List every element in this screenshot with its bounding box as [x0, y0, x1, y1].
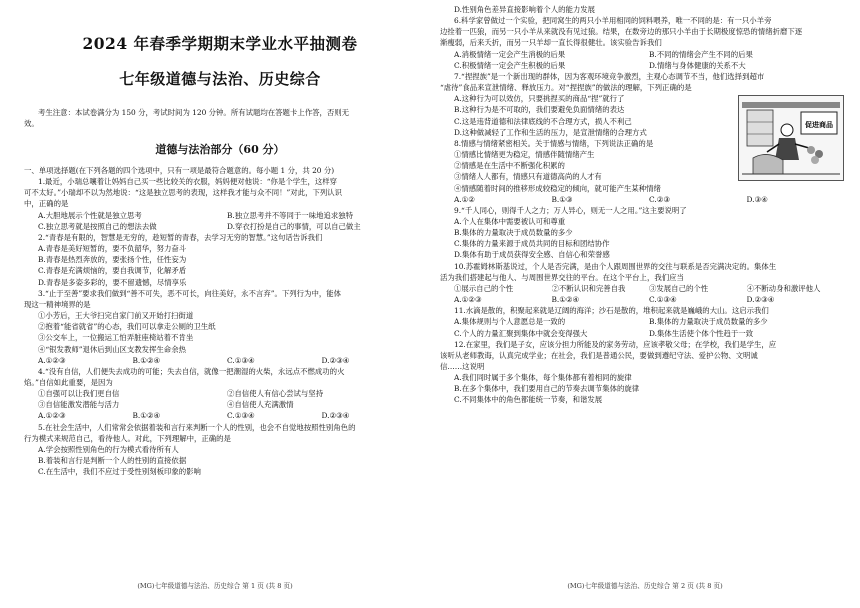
cartoon-illustration [738, 95, 844, 181]
cartoon-drawing [739, 96, 843, 180]
statement-item: ④不断动身和激评他人 [746, 283, 821, 293]
statement-item: ①展示自己的个性 [454, 283, 514, 293]
statement-item: ②不断认识和完善自我 [551, 283, 626, 293]
option-a[interactable]: A.①②③ [454, 295, 482, 305]
question-line: 中，正确的是 [24, 199, 69, 209]
section-instruction: 一、单项选择题(在下列各题的四个选项中，只有一项是最符合题意的。每小题 1 分，共 20 分) [24, 166, 335, 175]
notice-line: 效。 [24, 119, 39, 128]
option-c[interactable]: C.个人的力量汇聚到集体中就会变得强大 [454, 328, 588, 338]
option-b[interactable]: B.不同的情绪会产生不同的后果 [649, 49, 753, 59]
option-c[interactable]: C.这是违背道德和法律底线的不合理方式，损人不利己 [454, 116, 632, 126]
page-footer: (MG)七年级道德与法治、历史综合 第 1 页 (共 8 页) [137, 582, 293, 590]
question-line: 6.科学家曾做过一个实验，把同窝生的两只小羊用相同的饲料喂养，唯一不同的是：有一只小羊旁 [454, 16, 772, 26]
statement-item: ①情感比情绪更为稳定，情感伴随情绪产生 [454, 150, 595, 160]
option-a[interactable]: A.①② [454, 194, 475, 204]
option-d[interactable]: D.②③④ [746, 295, 775, 305]
exam-page-2 [430, 0, 860, 608]
statement-item: ②情感是在生活中不断强化积累的 [454, 161, 565, 171]
question-line: 渐瘦弱，后来夭折，而另一只羊却一直长得很健壮。该实验告诉我们 [440, 38, 662, 48]
option-b[interactable]: B.集体的力量取决于成员数量的多少 [454, 228, 573, 238]
statement-row [24, 399, 416, 410]
option-c[interactable]: C.在生活中，我们不应过于受性别刻板印象的影响 [38, 467, 201, 477]
question-5 [24, 422, 416, 478]
option-b[interactable]: B.着装和言行是判断一个人的性别的直接依据 [38, 456, 187, 466]
option-d[interactable]: D.青春是多姿多彩的，要不留遗憾，尽情享乐 [38, 277, 187, 287]
option-b[interactable]: B.集体的力量取决于成员数量的多少 [649, 317, 768, 327]
statement-item: ④情感随着时间的推移形成较稳定的倾向，就可能产生某种情绪 [454, 183, 661, 193]
question-line: 焰。”自信如此重要，是因为 [24, 377, 113, 387]
question-line: 活为我们搭建起与他人、与周围世界交往的平台。在这个平台上，我们应当 [440, 272, 684, 282]
question-line: 9.“千人同心，则得千人之力；万人异心，则无一人之用。”这主要说明了 [454, 205, 687, 215]
question-line: 2.“青春是有限的，智慧是无穷的，趁短暂的青春，去学习无穷的智慧。”这句话告诉我们 [38, 232, 323, 242]
question-line: “虐待”食品来宣泄情绪、释放压力。对“捏捏族”的做法的理解，下列正确的是 [440, 83, 692, 93]
option-row [440, 49, 844, 60]
option-row [440, 60, 844, 71]
option-a[interactable]: A.集体规则与个人意愿总是一致的 [454, 317, 566, 327]
option-b[interactable]: B.青春是热烈奔放的，要张扬个性，任性妄为 [38, 255, 187, 265]
option-row [440, 294, 844, 305]
option-c[interactable]: C.①③④ [649, 295, 677, 305]
question-4 [24, 366, 416, 422]
question-3 [24, 288, 416, 366]
option-d[interactable]: D.集体有助于成员获得安全感、自信心和荣誉感 [454, 250, 610, 260]
option-row [24, 410, 416, 421]
exam-notice [24, 107, 416, 129]
statement-item: ③自信能激发潜能与活力 [38, 400, 120, 410]
option-a[interactable]: A.青春是美好短暂的，要不负韶华，努力奋斗 [38, 244, 187, 254]
statement-item: ①自强可以让我们更自信 [38, 389, 120, 399]
statement-item: ①小芳后，王大爷扫完自家门前又开始打扫街道 [38, 311, 194, 321]
question-7 [440, 71, 844, 171]
question-2 [24, 232, 416, 288]
questions-right [440, 4, 844, 406]
question-1 [24, 176, 416, 232]
statement-item: ②抱着“能省就省”的心态，我们可以拿走公厕的卫生纸 [38, 322, 216, 332]
question-line: 12.在家里，我们是子女，应该分担力所能及的家务劳动，应该孝敬父母；在学校，我们是学生，应 [454, 339, 777, 349]
statement-item: ④自信使人充满激情 [227, 400, 294, 410]
option-a[interactable]: A.我们同时属于多个集体，每个集体都有着相同的旋律 [454, 373, 632, 383]
question-line: 该听从老师教诲，认真完成学业；在社会，我们是普通公民，要做到遵纪守法、爱护公物、文明诚 [440, 350, 758, 360]
statement-row [24, 388, 416, 399]
option-c[interactable]: C.集体的力量来源于成员共同的目标和团结协作 [454, 239, 610, 249]
option-row [440, 194, 844, 205]
question-8-stem: 8.情感与情绪紧密相关。关于情感与情绪，下列说法正确的是 [454, 138, 654, 148]
option-row [440, 328, 844, 339]
option-c[interactable]: C.①③④ [227, 411, 255, 421]
page-footer: (MG)七年级道德与法治、历史综合 第 2 页 (共 8 页) [567, 582, 723, 590]
option-row [24, 210, 416, 221]
question-line: 行为模式来规范自己，看待他人。对此，下列理解中，正确的是 [24, 433, 231, 443]
question-line: 5.在社会生活中，人们常常会依据着装和言行来判断一个人的性别，也会不自觉地按照性别角色的 [38, 422, 356, 432]
option-b[interactable]: B.独立思考并不等同于一味地追求独特 [227, 210, 354, 220]
option-a[interactable]: A.学会按照性别角色的行为模式看待所有人 [38, 444, 179, 454]
option-row [24, 355, 416, 366]
statement-row [440, 283, 844, 294]
option-b[interactable]: B.①②④ [132, 411, 161, 421]
option-b[interactable]: B.①②④ [132, 355, 161, 365]
cartoon-sign-text: 促进商品 [805, 121, 833, 130]
option-d[interactable]: D.③④ [746, 194, 768, 204]
question-line: 边拴着一匹狼，而另一只小羊从来就没有见过狼。结果，在数旁边的那只小羊由于长期极度惊恐的情绪折磨下逐 [440, 27, 803, 37]
option-row [440, 316, 844, 327]
option-c[interactable]: C.②③ [649, 194, 670, 204]
option-c[interactable]: C.①③④ [227, 355, 255, 365]
question-line: 4.“没有自信，人们便失去成功的可能；失去自信，就像一把潮湿的火柴，永远点不燃成功的火 [38, 366, 345, 376]
question-line: 1.最近，小瑞总嚷着让妈妈自己买一些比较关的衣服，妈妈便对他说：“你是个学生，这样穿 [38, 177, 338, 187]
option-a[interactable]: A.消极情绪一定会产生消极的后果 [454, 49, 566, 59]
question-line: 可不太好。”小瑞却不以为然地说：“这是独立思考的表现，这样我才能与众不同！”对此，下列认识 [24, 188, 343, 198]
question-11 [440, 305, 844, 338]
option-a[interactable]: A.①②③ [38, 355, 66, 365]
section-title: 道德与法治部分（60 分） [155, 143, 285, 156]
statement-item: ③情绪人人都有，情感只有道德高尚的人才有 [454, 172, 602, 182]
option-d[interactable]: D.②③④ [321, 411, 350, 421]
notice-line: 考生注意：本试卷满分为 150 分，考试时间为 120 分钟。所有试题均在答题卡上作答，否则无 [38, 108, 350, 117]
question-line: 10.苏霍姆林斯基说过，个人是否完满，是由个人跟周围世界的交往与联系是否完满决定的。集体生 [454, 261, 777, 271]
option-row [24, 221, 416, 232]
option-a[interactable]: A.大胆地展示个性就是独立思考 [38, 210, 142, 220]
exam-title: 2024 年春季学期期末学业水平抽测卷 [82, 34, 358, 53]
statement-item: ③公交车上，一位搬运工怕弄脏座椅站着不肯坐 [38, 333, 194, 343]
option-d[interactable]: D.性别角色差异直接影响着个人的能力发展 [454, 5, 596, 14]
question-10 [440, 261, 844, 306]
question-line: 现这一精神境界的是 [24, 299, 91, 309]
option-c[interactable]: C.不同集体中的角色都能统一节奏，和谐发展 [454, 395, 603, 405]
option-b[interactable]: B.这种行为是不可取的，我们要避免负面情绪的表达 [454, 105, 625, 115]
option-a[interactable]: A.个人在集体中需要被认可和尊重 [454, 216, 566, 226]
exam-subtitle: 七年级道德与法治、历史综合 [119, 70, 321, 88]
option-d[interactable]: D.这种做减轻了工作和生活的压力，是宣泄情绪的合理方式 [454, 127, 647, 137]
statement-item: ④“银发教师”退休后到山区支教发挥生命余热 [38, 344, 186, 354]
question-9 [440, 205, 844, 261]
option-d[interactable]: D.②③④ [321, 355, 350, 365]
option-b[interactable]: B.①③ [551, 194, 573, 204]
option-a[interactable]: A.这种行为可以效仿，只要挑捏买的商品“捏”就行了 [454, 94, 625, 104]
option-b[interactable]: B.①②④ [551, 295, 580, 305]
option-d[interactable]: D.情绪与身体健康的关系不大 [649, 60, 746, 70]
option-c[interactable]: C.独立思考就是按照自己的想法去做 [38, 221, 157, 231]
option-b[interactable]: B.在多个集体中，我们要用自己的节奏去调节集体的旋律 [454, 384, 640, 394]
question-line: 11.水滴是散的，积聚起来就是辽阔的海洋；沙石是散的，堆积起来就是巍峨的大山。这启示我们 [454, 306, 769, 316]
option-c[interactable]: C.积极情绪一定会产生积极的后果 [454, 60, 566, 70]
statement-item: ②自信使人有信心尝试与坚持 [227, 389, 324, 399]
questions-left [24, 165, 416, 477]
question-line: 信……这说明 [440, 362, 485, 371]
question-line: 3.“止于至善”要求我们做到“善不可失，恶不可长，向往美好，永不言弃”。下列行为中，能体 [38, 288, 342, 298]
question-6 [440, 15, 844, 71]
question-12 [440, 339, 844, 406]
option-a[interactable]: A.①②③ [38, 411, 66, 421]
option-d[interactable]: D.集体生活使个体个性趋于一致 [649, 328, 754, 338]
statement-item: ③发展自己的个性 [649, 283, 709, 293]
option-d[interactable]: D.穿衣打扮是自己的事情，可以自己做主 [227, 221, 361, 231]
question-line: 7.“捏捏族”是一个新出现的群体，因为客观环境竞争激烈，主观心态调节不当，他们选择到超市 [454, 71, 765, 81]
option-c[interactable]: C.青春是充满烦恼的，要自我调节，化解矛盾 [38, 266, 187, 276]
